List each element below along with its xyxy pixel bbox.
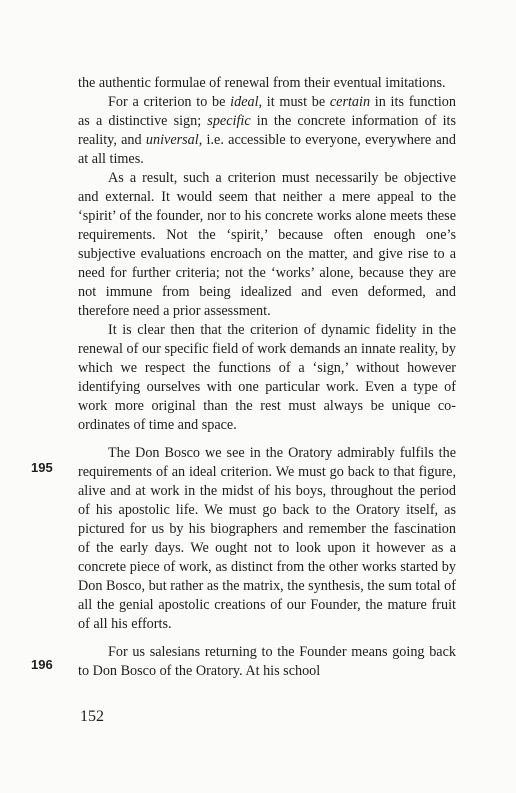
paragraph-195: The Don Bosco we see in the Oratory admirably fulfils the requirements of an ideal criterion. We must go back to that figure, alive and at work in the midst of his boys, throughout the period of his apostolic life. We must go back to the Oratory itself, as pictured for us by his biographers and remember the fascination of the early days. We ought not to look upon it however as a concrete piece of work, as distinct from the other works started by Don Bosco, but rather as the matrix, the synthesis, the sum total of all the genial apostolic creations of our Founder, the mature fruit of all his efforts.: [78, 445, 456, 632]
paragraph-dynamic-fidelity: It is clear then that the criterion of dynamic fidelity in the renewal of our specific field of work demands an innate reality, by which we respect the functions of a ‘sign,’ without however identifying ourselves with one particular work. Even a type of work more original than the rest must always be unique co-ordinates of time and space.: [78, 322, 456, 433]
text-run: in the concrete information of its reality, and: [78, 113, 456, 148]
paragraph-objective: As a result, such a criterion must necessarily be objective and external. It would seem that neither a mere appeal to the ‘spirit’ of the founder, nor to his concrete works alone meets these requirements. Not the ‘spirit,’ because often enough one’s subjective evaluations encroach on the matter, and give rise to a need for further criteria; not the ‘works’ alone, because they are not immune from being idealized and even deformed, and therefore need a prior assessment.: [78, 170, 456, 319]
emphasis-certain: certain: [329, 94, 371, 110]
text-run: i.e. accessible to everyone, everywhere and at all times.: [78, 132, 456, 167]
paragraph-number-196: 196: [31, 657, 53, 672]
paragraph-continuation: the authentic formulae of renewal from their eventual imitations.: [78, 75, 446, 91]
text-run: in its function as a distinctive sign;: [78, 94, 456, 129]
page-number: 152: [80, 708, 104, 725]
paragraph-criterion-ideal: [78, 93, 456, 169]
body-text: [78, 74, 456, 681]
emphasis-specific: specific: [207, 113, 251, 129]
paragraph-196: For us salesians returning to the Founder means going back to Don Bosco of the Oratory. At his school: [78, 644, 456, 679]
text-run: For a criterion to be: [108, 94, 231, 110]
paragraph-number-195: 195: [31, 460, 53, 475]
section-gap: [78, 634, 456, 643]
emphasis-ideal: ideal,: [230, 94, 263, 110]
section-gap: [78, 435, 456, 444]
text-run: it must be: [262, 94, 330, 110]
emphasis-universal: universal,: [145, 132, 203, 148]
